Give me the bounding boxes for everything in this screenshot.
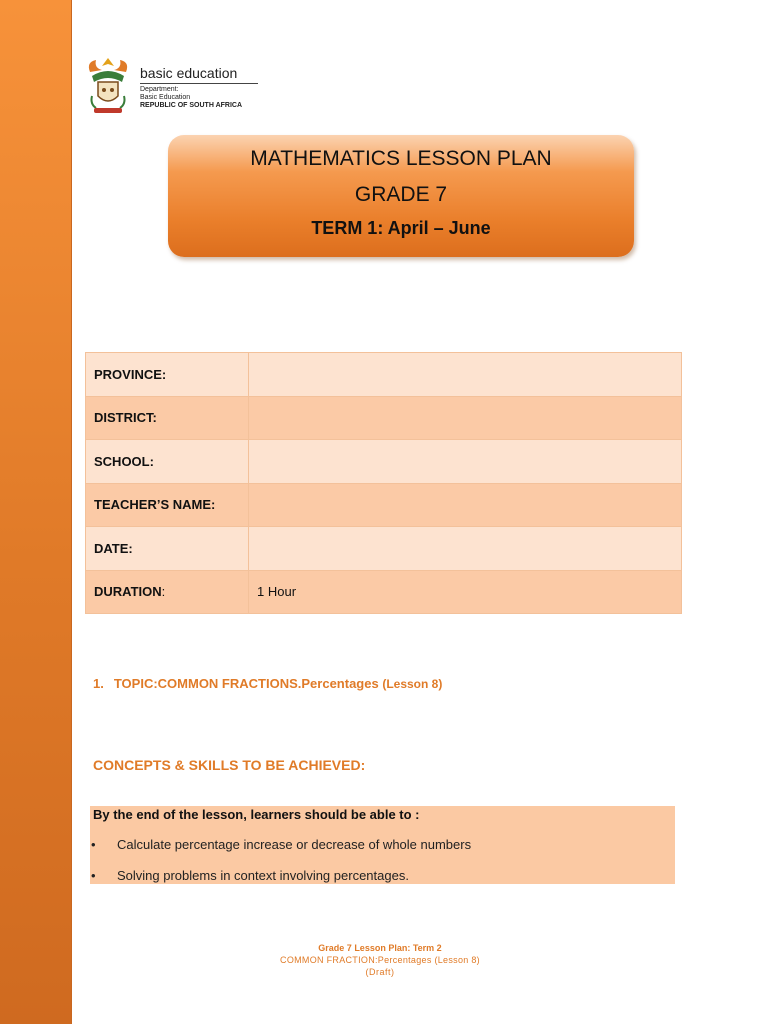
title-banner — [168, 135, 634, 257]
concepts-heading: CONCEPTS & SKILLS TO BE ACHIEVED: — [93, 757, 366, 773]
skills-box — [90, 806, 675, 884]
province-label: PROVINCE: — [86, 353, 249, 397]
duration-label-colon: : — [161, 584, 166, 600]
list-item — [90, 868, 409, 883]
teacher-name-value — [249, 483, 682, 527]
skills-intro: By the end of the lesson, learners should be able to : — [93, 807, 420, 822]
logo-department-name: Basic Education — [140, 94, 191, 101]
district-label: DISTRICT: — [86, 396, 249, 440]
topic-text: TOPIC:COMMON FRACTIONS.Percentages — [113, 676, 379, 691]
topic-number: 1. — [93, 676, 104, 691]
table-row — [86, 483, 682, 527]
province-value — [249, 353, 682, 397]
skill-text: Calculate percentage increase or decrease of whole numbers — [117, 837, 472, 852]
table-row — [86, 570, 682, 614]
footer-title: Grade 7 Lesson Plan: Term 2 — [318, 943, 442, 953]
topic-heading — [93, 676, 442, 691]
table-row — [86, 527, 682, 571]
district-value — [249, 396, 682, 440]
logo-country: REPUBLIC OF SOUTH AFRICA — [140, 102, 243, 109]
topic-lesson: (Lesson 8) — [382, 677, 443, 691]
term-heading: TERM 1: April – June — [311, 218, 491, 238]
logo-divider — [140, 83, 258, 84]
duration-value: 1 Hour — [249, 570, 682, 614]
duration-label — [86, 570, 249, 614]
footer-topic: COMMON FRACTION:Percentages (Lesson 8) — [280, 955, 480, 965]
footer-draft: (Draft) — [365, 967, 395, 977]
date-label: DATE: — [86, 527, 249, 571]
info-table — [85, 352, 682, 614]
side-accent-bar — [0, 0, 72, 1024]
date-value — [249, 527, 682, 571]
grade-heading: GRADE 7 — [354, 183, 448, 206]
list-item — [90, 837, 471, 852]
logo-title: basic education — [140, 65, 238, 81]
bullet-icon: • — [91, 837, 96, 852]
school-value — [249, 440, 682, 484]
teacher-name-label: TEACHER’S NAME: — [86, 483, 249, 527]
bullet-icon: • — [91, 868, 96, 883]
logo-department: Department: — [140, 86, 179, 93]
table-row — [86, 353, 682, 397]
table-row — [86, 396, 682, 440]
document-title: MATHEMATICS LESSON PLAN — [250, 147, 552, 170]
school-label: SCHOOL: — [86, 440, 249, 484]
skill-text: Solving problems in context involving percentages. — [117, 868, 409, 883]
coat-of-arms-icon — [82, 52, 134, 116]
department-logo — [82, 52, 262, 118]
table-row — [86, 440, 682, 484]
duration-label-text: DURATION — [94, 584, 162, 600]
